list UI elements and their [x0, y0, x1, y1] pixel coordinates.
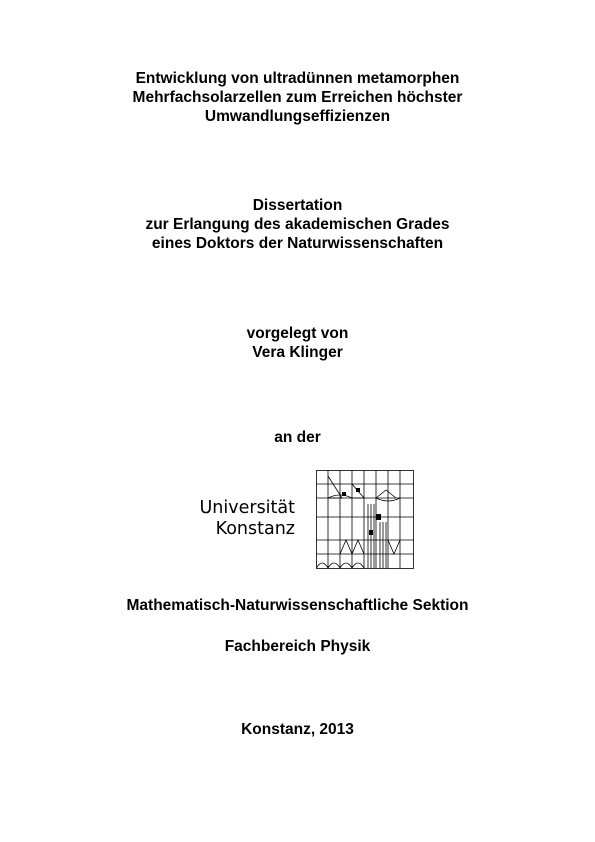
dissertation-line-2: zur Erlangung des akademischen Grades [145, 216, 450, 233]
dissertation-line-1: Dissertation [252, 197, 343, 214]
institution-intro [0, 428, 595, 447]
faculty-section-text: Mathematisch-Naturwissenschaftliche Sektion [126, 597, 469, 614]
thesis-title-line-1: Entwicklung von ultradünnen metamorphen [135, 70, 460, 87]
institution-intro-text: an der [274, 429, 321, 446]
place-and-year-text: Konstanz, 2013 [241, 721, 354, 738]
dissertation-line-3: eines Doktors der Naturwissenschaften [151, 235, 444, 252]
author-name: Vera Klinger [252, 344, 343, 361]
author-block [0, 324, 595, 362]
department-text: Fachbereich Physik [224, 638, 371, 655]
thesis-title-line-3: Umwandlungseffizienzen [204, 108, 391, 125]
thesis-title [0, 69, 595, 126]
author-intro: vorgelegt von [246, 325, 349, 342]
thesis-title-line-2: Mehrfachsolarzellen zum Erreichen höchster [132, 89, 463, 106]
logo-line-universitaet: Universität [199, 498, 295, 518]
logo-line-konstanz: Konstanz [215, 519, 295, 539]
university-logo-emblem-icon [316, 470, 414, 570]
dissertation-statement [0, 196, 595, 253]
university-logo-wordmark [199, 498, 295, 540]
department [0, 637, 595, 656]
place-and-year [0, 720, 595, 739]
university-logo [196, 470, 420, 572]
faculty-section [0, 596, 595, 615]
